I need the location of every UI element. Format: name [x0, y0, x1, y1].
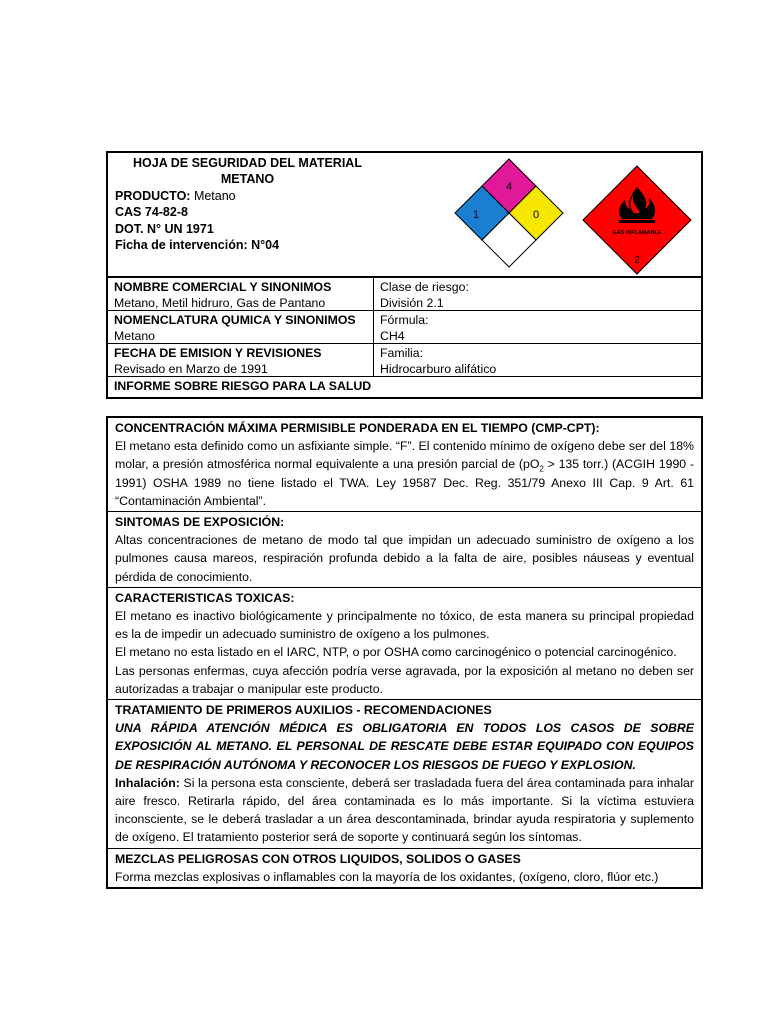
document-subtitle: METANO — [220, 172, 275, 187]
toxicas-paragraph-1: El metano es inactivo biológicamente y principalmente no tóxico, de esta manera su principal propiedad es la de impedir un adecuado suministro de oxígeno a los pulmones. — [115, 609, 694, 642]
familia-title: Familia: — [380, 346, 424, 360]
fecha-title: FECHA DE EMISION Y REVISIONES — [114, 346, 322, 360]
nomenclatura-value: Metano — [114, 329, 156, 344]
cmp-title: CONCENTRACIÓN MÁXIMA PERMISIBLE PONDERADA EN EL TIEMPO (CMP-CPT): — [115, 421, 600, 435]
nomenclatura-cell — [108, 311, 374, 344]
toxicas-title: CARACTERISTICAS TOXICAS: — [115, 590, 295, 605]
mezclas-section — [108, 849, 701, 887]
document-title: HOJA DE SEGURIDAD DEL MATERIAL — [133, 156, 362, 170]
flammable-gas-placard-icon — [582, 165, 692, 275]
nfpa-diamond-icon — [449, 157, 569, 269]
nombre-title: NOMBRE COMERCIAL Y SINONIMOS — [114, 280, 332, 294]
toxicas-section — [108, 588, 701, 700]
nfpa-reactivity-value: 0 — [532, 209, 540, 221]
nomenclatura-title: NOMENCLATURA QUMICA Y SINONIMOS — [114, 313, 356, 327]
formula-title: Fórmula: — [380, 313, 429, 327]
nombre-value: Metano, Metil hidruro, Gas de Pantano — [114, 296, 326, 311]
clase-title: Clase de riesgo: — [380, 280, 469, 294]
fecha-cell — [108, 344, 374, 377]
cmp-subscript: 2 — [539, 464, 544, 474]
info-table — [108, 278, 701, 397]
clase-value: División 2.1 — [380, 296, 444, 311]
auxilios-section — [108, 700, 701, 849]
sintomas-title: SINTOMAS DE EXPOSICIÓN: — [115, 515, 285, 530]
nfpa-health-value: 1 — [472, 209, 480, 221]
auxilios-warning: UNA RÁPIDA ATENCIÓN MÉDICA ES OBLIGATORIA EN TODOS LOS CASOS DE SOBRE EXPOSICIÓN AL METANO. EL PERSONAL DE RESCATE DEBE ESTAR EQUIPADO CON EQUIPOS DE RESPIRACIÓN AUTÓNOMA Y RECONOCER LOS RIESGOS DE FUEGO Y EXPLOSION. — [115, 721, 694, 772]
ficha-value: N°04 — [247, 238, 280, 253]
formula-cell — [374, 311, 701, 344]
cmp-section — [108, 418, 701, 512]
ficha-line — [115, 237, 380, 253]
health-risk-sheet — [106, 416, 703, 889]
sintomas-section — [108, 512, 701, 588]
toxicas-paragraph-2: El metano no esta listado en el IARC, NTP, o por OSHA como carcinogénico o potencial carcinogénico. — [115, 645, 677, 660]
header-text-block — [115, 155, 380, 253]
nombre-cell — [108, 278, 374, 311]
inhalacion-paragraph — [115, 774, 694, 847]
auxilios-title: TRATAMIENTO DE PRIMEROS AUXILIOS - RECOMENDACIONES — [115, 703, 492, 718]
toxicas-paragraph-3: Las personas enfermas, cuya afección podría verse agravada, por la exposición al metano no deben ser autorizadas a trabajar o manipular este producto. — [115, 663, 694, 696]
mezclas-title: MEZCLAS PELIGROSAS CON OTROS LIQUIDOS, SOLIDOS O GASES — [115, 851, 521, 866]
header-sheet — [106, 151, 703, 399]
placard-text: GAS INFLAMABLE — [612, 230, 662, 236]
familia-value: Hidrocarburo alifático — [380, 362, 497, 377]
mezclas-text: Forma mezclas explosivas o inflamables con la mayoría de los oxidantes, (oxígeno, cloro, flúor etc.) — [115, 869, 659, 884]
clase-cell — [374, 278, 701, 311]
producto-line — [115, 188, 380, 204]
inhalacion-text: Si la persona esta consciente, deberá ser trasladada fuera del área contaminada para inhalar aire fresco. Retirarla rápido, del área contaminada es lo más importante. Si la víctima estuviera inconsciente, se le deberá trasladar a un área descontaminada, brindar ayuda respiratoria y suplemento de oxígeno. El tratamiento posterior será de soporte y continuará según los síntomas. — [115, 775, 694, 845]
inhalacion-label: Inhalación: — [115, 775, 180, 790]
dot-number: DOT. N° UN 1971 — [115, 221, 214, 236]
cmp-text — [115, 437, 694, 510]
cmp-text-a: El metano esta definido como un asfixiante simple. “F”. El contenido mínimo de oxígeno debe ser del 18% molar, a presión atmosférica normal equivalente a una presión parcial de (pO — [115, 439, 694, 472]
ficha-label: Ficha de intervención: — [115, 238, 248, 253]
placard-class-number: 2 — [634, 255, 640, 266]
producto-label: PRODUCTO: — [115, 188, 191, 203]
nfpa-flammability-value: 4 — [505, 181, 513, 193]
informe-heading: INFORME SOBRE RIESGO PARA LA SALUD — [114, 379, 372, 393]
document-header — [108, 153, 701, 278]
producto-value: Metano — [190, 188, 236, 203]
fecha-value: Revisado en Marzo de 1991 — [114, 362, 268, 377]
familia-cell — [374, 344, 701, 377]
cas-number: CAS 74-82-8 — [115, 205, 188, 220]
formula-value: CH4 — [380, 329, 405, 344]
sintomas-text: Altas concentraciones de metano de modo tal que impidan un adecuado suministro de oxígeno a los pulmones causa mareos, respiración profunda debido a la falta de aire, posibles náuseas y eventual pérdida de conocimiento. — [115, 533, 694, 584]
cmp-text-b: > 135 torr.) (ACGIH 1990 - 1991) OSHA 1989 no tiene listado el TWA. Ley 19587 Dec. Reg. 351/79 Anexo III Cap. 9 Art. 61 “Contaminación Ambiental”. — [115, 457, 694, 508]
